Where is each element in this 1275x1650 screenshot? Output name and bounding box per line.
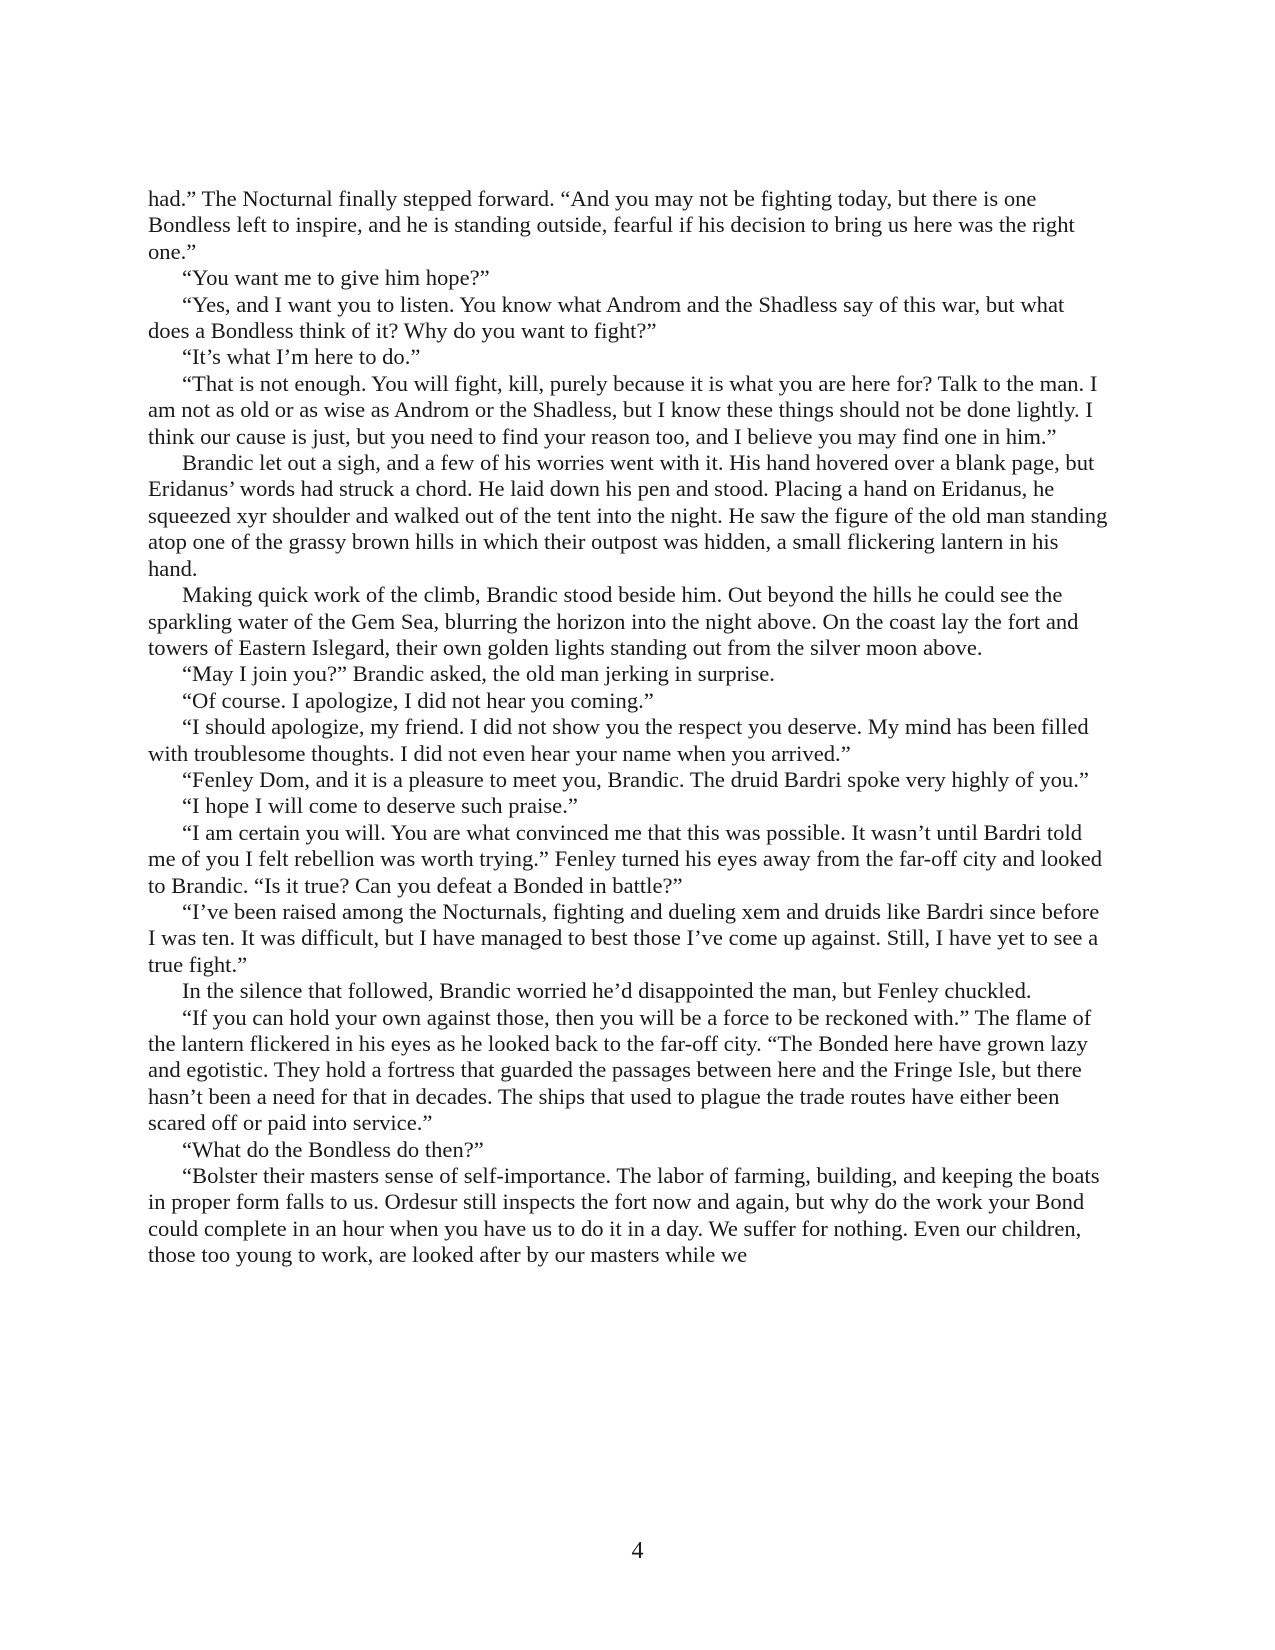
paragraph: had.” The Nocturnal finally stepped forward. “And you may not be fighting today, but there is one Bondless left to inspire, and he is standing outside, fearful if his decision to bring us here was the right one.” [148,186,1075,264]
paragraph: “It’s what I’m here to do.” [182,344,421,370]
paragraph: “I’ve been raised among the Nocturnals, fighting and dueling xem and druids like Bardri since before I was ten. It was difficult, but I have managed to best those I’ve come up against. Still, I have yet to see a true fight.” [148,898,1100,977]
paragraph: “Fenley Dom, and it is a pleasure to meet you, Brandic. The druid Bardri spoke very highly of you.” [182,766,1089,792]
paragraph: “I should apologize, my friend. I did not show you the respect you deserve. My mind has been filled with troublesome thoughts. I did not even hear your name when you arrived.” [148,714,1089,766]
paragraph: “I am certain you will. You are what convinced me that this was possible. It wasn’t until Bardri told me of you I felt rebellion was worth trying.” Fenley turned his eyes away from the far-off city and looked to Brandic. “Is it true? Can you defeat a Bonded in battle?” [148,819,1103,898]
paragraph: In the silence that followed, Brandic worried he’d disappointed the man, but Fenley chuckled. [182,978,1032,1004]
paragraph: Making quick work of the climb, Brandic stood beside him. Out beyond the hills he could see the sparkling water of the Gem Sea, blurring the horizon into the night above. On the coast lay the fort and towers of Eastern Islegard, their own golden lights standing out from the silver moon above. [148,582,1079,660]
paragraph: “You want me to give him hope?” [182,265,490,291]
paragraph: “If you can hold your own against those, then you will be a force to be reckoned with.” The flame of the lantern flickered in his eyes as he looked back to the far-off city. “The Bonded here have grown lazy and egotistic. They hold a fortress that guarded the passages between here and the Fringe Isle, but there hasn’t been a need for that in decades. The ships that used to plague the trade routes have either been scared off or paid into service.” [148,1004,1092,1136]
paragraph: “Of course. I apologize, I did not hear you coming.” [182,687,654,713]
paragraph: “May I join you?” Brandic asked, the old man jerking in surprise. [182,661,775,687]
paragraph: Brandic let out a sigh, and a few of his worries went with it. His hand hovered over a blank page, but Eridanus’ words had struck a chord. He laid down his pen and stood. Placing a hand on Eridanus, he squeezed xyr shoulder and walked out of the tent into the night. He saw the figure of the old man standing atop one of the grassy brown hills in which their outpost was hidden, a small flickering lantern in his hand. [148,450,1108,581]
paragraph: “Yes, and I want you to listen. You know what Androm and the Shadless say of this war, but what does a Bondless think of it? Why do you want to fight?” [148,291,1065,344]
page-number: 4 [631,1538,644,1564]
paragraph: “I hope I will come to deserve such praise.” [182,793,578,819]
paragraph: “That is not enough. You will fight, kill, purely because it is what you are here for? Talk to the man. I am not as old or as wise as Androm or the Shadless, but I know these things should not be done lightly. I think our cause is just, but you need to find your reason too, and I believe you may find one in him.” [148,370,1098,449]
paragraph: “Bolster their masters sense of self-importance. The labor of farming, building, and keeping the boats in proper form falls to us. Ordesur still inspects the fort now and again, but why do the work your Bond could complete in an hour when you have us to do it in a day. We suffer for nothing. Even our children, those too young to work, are looked after by our masters while we [148,1163,1100,1268]
paragraph: “What do the Bondless do then?” [182,1136,484,1162]
body-text [148,186,1108,1269]
